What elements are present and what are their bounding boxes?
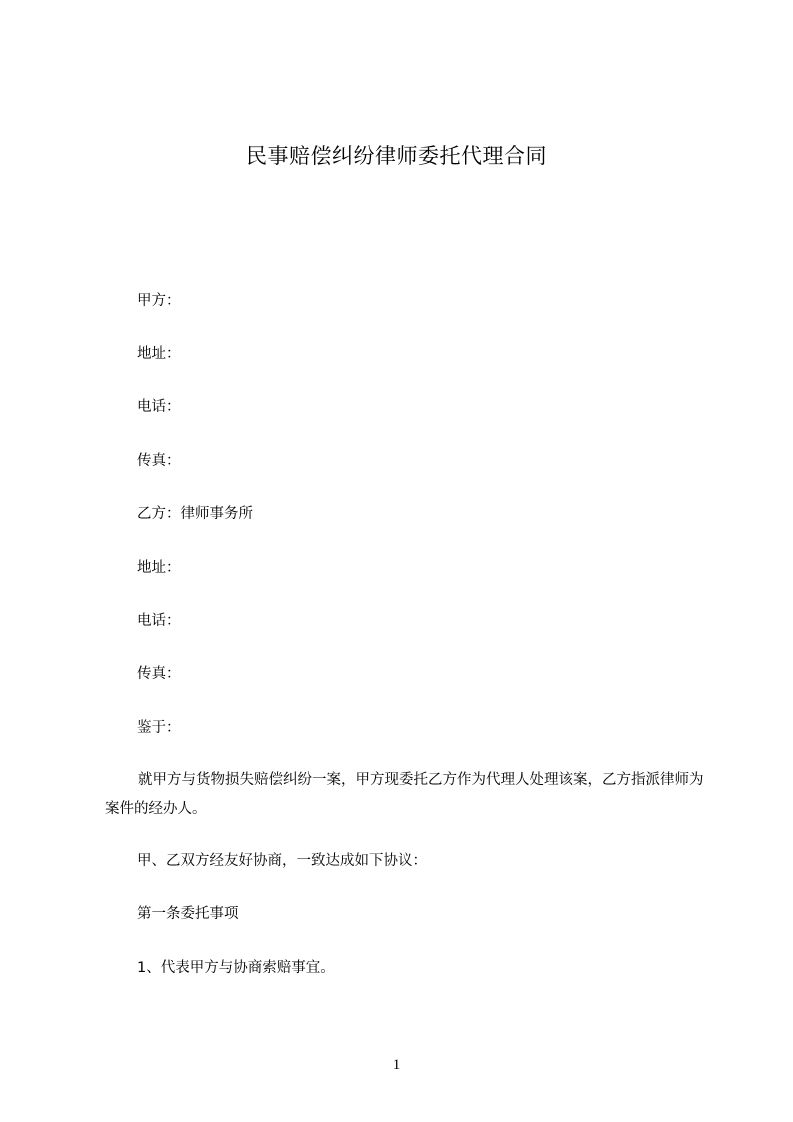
party-b-fax: 传真： <box>137 666 181 682</box>
party-b-phone: 电话： <box>137 613 181 629</box>
party-b-address: 地址： <box>137 560 181 576</box>
party-b-name: 乙方：律师事务所 <box>137 506 253 522</box>
document-title: 民事赔偿纠纷律师委托代理合同 <box>246 144 547 168</box>
party-a-phone: 电话： <box>137 399 181 415</box>
article-1-heading: 第一条委托事项 <box>137 906 239 922</box>
whereas-label: 鉴于： <box>137 720 181 736</box>
page-number: 1 <box>392 1057 401 1073</box>
party-a-name: 甲方： <box>137 293 181 309</box>
article-1-item-1: 1、代表甲方与协商索赔事宜。 <box>137 960 335 976</box>
recital-paragraph: 就甲方与货物损失赔偿纠纷一案，甲方现委托乙方作为代理人处理该案，乙方指派律师为案件的经办人。 <box>105 772 704 817</box>
party-a-address: 地址： <box>137 346 181 362</box>
party-a-fax: 传真： <box>137 453 181 469</box>
agreement-intro: 甲、乙双方经友好协商，一致达成如下协议： <box>137 853 427 869</box>
